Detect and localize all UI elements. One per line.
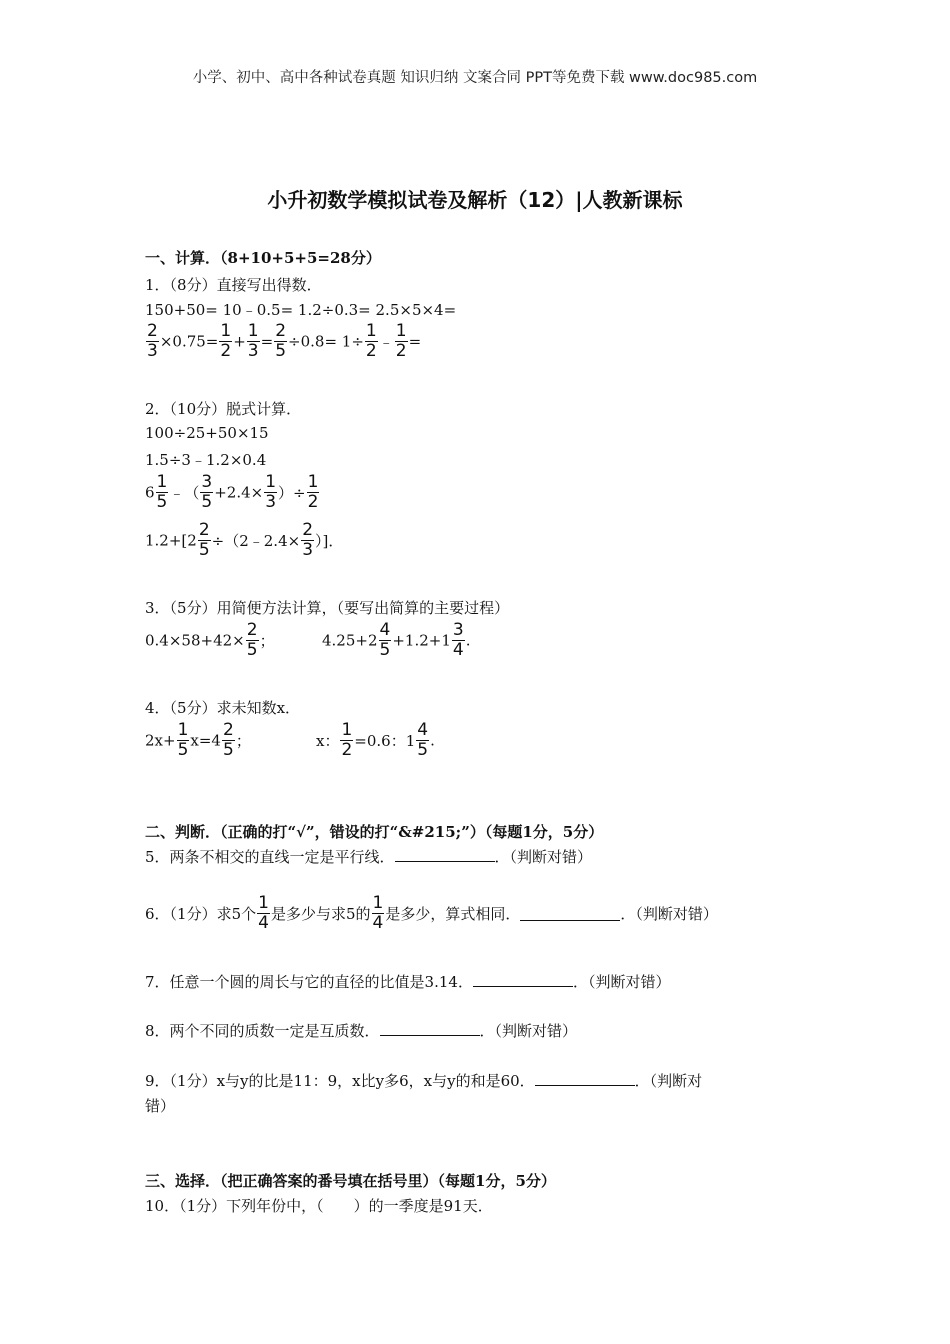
- q1-row2: $\frac{2}{3}$ ×0.75= $\frac{1}{2}$ + $\frac{1}{3}$ = $\frac{2}{5}$ ÷0.8= 1÷ $\frac{1}{2}$ ﹣ $\frac{1}{2}$ =: [147, 321, 422, 361]
- fraction: $\frac{1}{5}$: [177, 720, 189, 760]
- answer-blank: [535, 1071, 635, 1086]
- q8: 8．两个不同的质数一定是互质数． ．（判断对错）: [145, 1022, 578, 1040]
- fraction: $\frac{3}{5}$: [201, 472, 213, 512]
- fraction: $\frac{2}{5}$: [275, 321, 287, 361]
- q3-part-b: 4.25+2 $\frac{4}{5}$ +1.2+1 $\frac{3}{4}$ .: [322, 620, 471, 660]
- q2-line3: 6 $\frac{1}{5}$ ﹣（ $\frac{3}{5}$ +2.4× $\frac{1}{3}$ ）÷ $\frac{1}{2}$: [145, 472, 319, 512]
- page-title: 小升初数学模拟试卷及解析（12）|人教新课标: [267, 188, 683, 212]
- fraction: $\frac{1}{4}$: [372, 893, 384, 933]
- q7: 7．任意一个圆的周长与它的直径的比值是3.14． ．（判断对错）: [145, 973, 671, 991]
- fraction: $\frac{2}{3}$: [302, 520, 314, 560]
- q1-row1: 150+50= 10﹣0.5= 1.2÷0.3= 2.5×5×4=: [145, 301, 457, 319]
- q2-line1: 100÷25+50×15: [145, 424, 269, 442]
- fraction: $\frac{1}{3}$: [265, 472, 277, 512]
- fraction: $\frac{1}{2}$: [307, 472, 319, 512]
- q2-line2: 1.5÷3﹣1.2×0.4: [145, 451, 267, 469]
- q5: 5．两条不相交的直线一定是平行线． ．（判断对错）: [145, 848, 593, 866]
- q4-label: 4．（5分）求未知数x．: [145, 699, 301, 717]
- q9: 9．（1分）x与y的比是11：9，x比y多6，x与y的和是60． ．（判断对: [145, 1072, 703, 1090]
- fraction: $\frac{1}{2}$: [395, 321, 407, 361]
- q3-label: 3．（5分）用简便方法计算，（要写出简算的主要过程）: [145, 599, 510, 617]
- fraction: $\frac{2}{3}$: [147, 321, 158, 361]
- q9-continued: 错）: [145, 1097, 176, 1115]
- fraction: $\frac{1}{2}$: [220, 321, 232, 361]
- q4-part-b: x： $\frac{1}{2}$ =0.6：1 $\frac{4}{5}$ .: [316, 720, 435, 760]
- page-header: 小学、初中、高中各种试卷真题 知识归纳 文案合同 PPT等免费下载 www.doc985.com: [192, 70, 758, 86]
- answer-blank: [395, 847, 495, 862]
- section-2-heading: 二、判断．（正确的打“√”，错设的打“&#215;”）（每题1分，5分）: [145, 823, 604, 841]
- q2-label: 2．（10分）脱式计算．: [145, 400, 302, 418]
- fraction: $\frac{2}{5}$: [222, 720, 234, 760]
- fraction: $\frac{4}{5}$: [379, 620, 391, 660]
- q1-label: 1．（8分）直接写出得数．: [145, 276, 322, 294]
- q10: 10．（1分）下列年份中，（ ）的一季度是91天．: [145, 1197, 493, 1215]
- fraction: $\frac{1}{5}$: [156, 472, 168, 512]
- section-3-heading: 三、选择．（把正确答案的番号填在括号里）（每题1分，5分）: [145, 1172, 556, 1190]
- answer-blank: [473, 972, 573, 987]
- fraction: $\frac{4}{5}$: [417, 720, 429, 760]
- q4-part-a: 2x+ $\frac{1}{5}$ x=4 $\frac{2}{5}$ ；: [145, 720, 251, 760]
- q6: 6．（1分）求5个 $\frac{1}{4}$ 是多少与求5的 $\frac{1}{4}$ 是多少，算式相同． ．（判断对错）: [145, 893, 718, 933]
- section-1-heading: 一、计算．（8+10+5+5=28分）: [145, 249, 381, 267]
- fraction: $\frac{1}{3}$: [247, 321, 259, 361]
- answer-blank: [380, 1021, 480, 1036]
- fraction: $\frac{1}{4}$: [258, 893, 269, 933]
- q2-line4: 1.2+[2 $\frac{2}{5}$ ÷（2﹣2.4× $\frac{2}{3}$ ）]．: [145, 520, 344, 560]
- fraction: $\frac{1}{2}$: [341, 720, 353, 760]
- fraction: $\frac{1}{2}$: [365, 321, 377, 361]
- fraction: $\frac{2}{5}$: [198, 520, 210, 560]
- fraction: $\frac{2}{5}$: [246, 620, 258, 660]
- answer-blank: [520, 906, 620, 921]
- q3-part-a: 0.4×58+42× $\frac{2}{5}$ ；: [145, 620, 275, 660]
- fraction: $\frac{3}{4}$: [452, 620, 464, 660]
